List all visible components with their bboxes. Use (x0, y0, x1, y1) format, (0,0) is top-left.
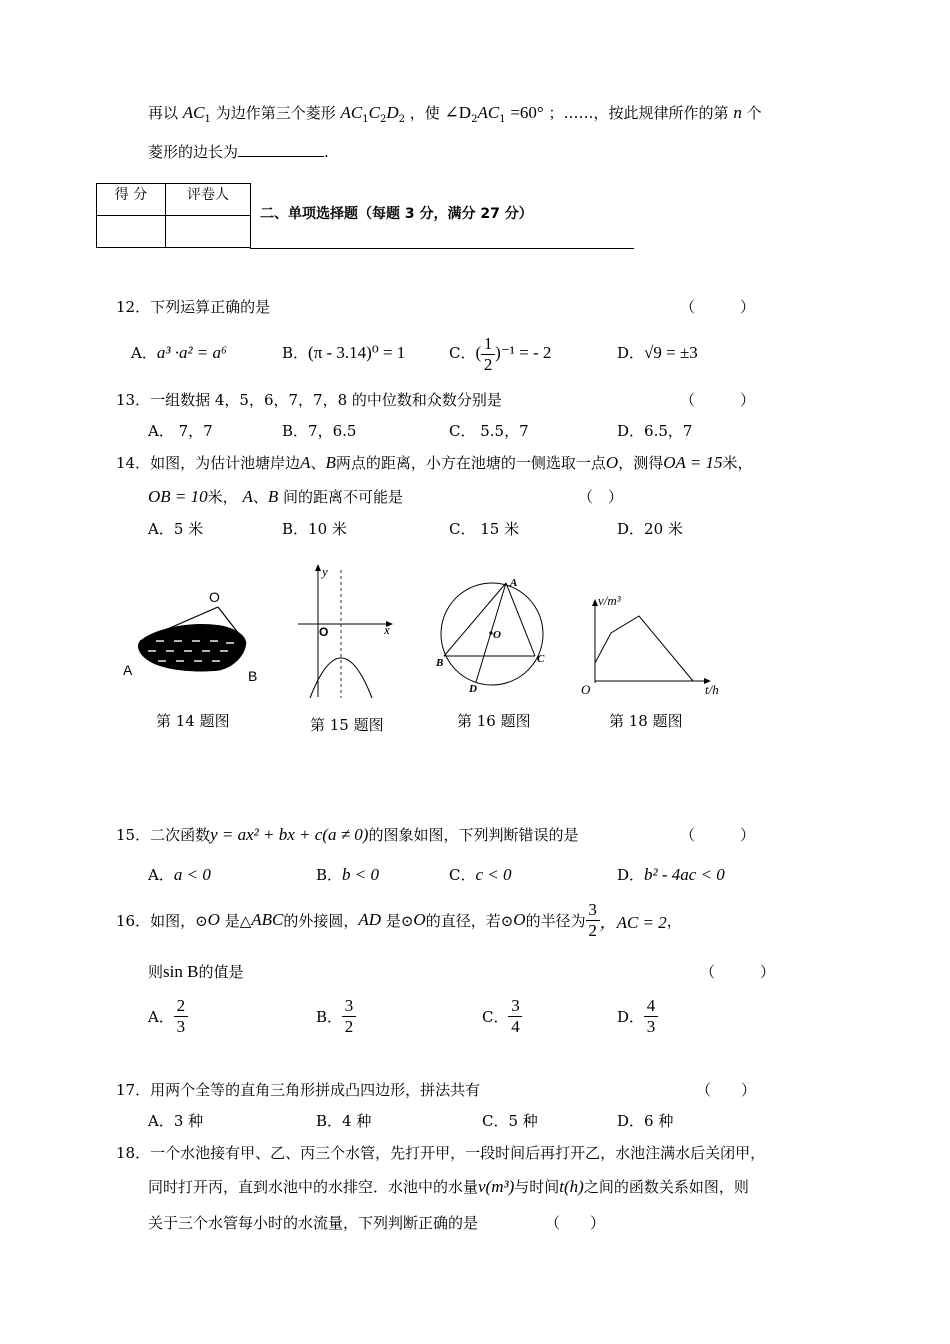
fig15-label-y: y (322, 564, 328, 579)
q18-stem-line2: 同时打开丙，直到水池中的水排空．水池中的水量v(m³)与时间t(h)之间的函数关系如图，则 (148, 1177, 749, 1196)
q14-option-c[interactable]: C． 15 米 (449, 520, 520, 538)
q16-stem-line2: 则sin B的值是 (148, 962, 244, 981)
answer-blank[interactable] (238, 142, 324, 157)
q14-answer-paren[interactable]: （ ） (578, 488, 624, 506)
q17-option-b[interactable]: B．4 种 (316, 1112, 372, 1130)
q12-option-c[interactable]: C．( $\frac{1}{2}$ )⁻¹ = - 2 (449, 334, 552, 374)
section-title: 二、单项选择题（每题 3 分，满分 27 分） (260, 206, 533, 222)
q17-option-a[interactable]: A．3 种 (148, 1112, 204, 1130)
fig16-side-ac (506, 583, 535, 656)
q18-stem-line1: 18．一个水池接有甲、乙、丙三个水管，先打开甲，一段时间后再打开乙，水池注满水后关闭甲， (116, 1144, 766, 1162)
fig14-pond-diagram (118, 585, 278, 690)
q11-line2: 菱形的边长为 . (148, 143, 329, 161)
fig16-label-b: B (436, 657, 444, 669)
score-header: 得 分 (97, 184, 166, 216)
fig14-pond (138, 624, 246, 672)
fig16-label-a: A (510, 577, 518, 589)
fig16-caption: 第 16 题图 (457, 712, 531, 730)
fig15-label-o: O (319, 625, 329, 639)
q16-radius-fraction: $\frac{3}{2}$ (586, 900, 600, 940)
fig16-label-c: C (537, 653, 545, 665)
fig16-circle-diagram (430, 572, 555, 697)
q16-option-c[interactable]: C． $\frac{3}{4}$ (482, 996, 522, 1036)
q16-option-b[interactable]: B． $\frac{3}{2}$ (316, 996, 356, 1036)
fig18-label-v: v/m³ (598, 593, 621, 608)
fig15-parabola-graph (292, 562, 402, 700)
fig15-label-x: x (384, 622, 390, 637)
fig16-label-o: O (493, 629, 501, 641)
q16-option-a[interactable]: A． $\frac{2}{3}$ (148, 996, 188, 1036)
q12-answer-paren[interactable]: （ ） (680, 298, 756, 316)
section-underline (250, 248, 634, 249)
fig15-y-arrow (315, 564, 321, 571)
fig18-label-o: O (581, 682, 591, 697)
q17-option-d[interactable]: D．6 种 (617, 1112, 674, 1130)
q17-option-c[interactable]: C．5 种 (482, 1112, 538, 1130)
q11-line1: 再以 $AC_1$ 为边作第三个菱形 $AC_1C_2D_2$ ，使 $\angle D_2AC_1 =60^\circ$ ；……，按此规律所作的第 n 个 (148, 103, 762, 125)
q15-option-c[interactable]: C．c < 0 (449, 865, 512, 884)
fig18-caption: 第 18 题图 (609, 712, 683, 730)
fig18-volume-graph (575, 585, 735, 700)
q15-option-a[interactable]: A．a < 0 (148, 865, 211, 884)
fig18-label-t: t/h (705, 682, 719, 697)
q15-stem: 15．二次函数y = ax² + bx + c(a ≠ 0)的图象如图，下列判断错误的是 (116, 825, 579, 844)
fig15-caption: 第 15 题图 (310, 716, 384, 734)
q13-option-b[interactable]: B．7，6.5 (282, 422, 357, 440)
q18-stem-line3: 关于三个水管每小时的水流量，下列判断正确的是 (148, 1214, 479, 1232)
q14-option-a[interactable]: A．5 米 (148, 520, 204, 538)
q12-option-d[interactable]: D．√9 = ±3 (617, 343, 698, 362)
q13-option-d[interactable]: D．6.5，7 (617, 422, 693, 440)
q17-stem: 17．用两个全等的直角三角形拼成凸四边形，拼法共有 (116, 1081, 481, 1099)
q14-option-b[interactable]: B．10 米 (282, 520, 347, 538)
q15-option-b[interactable]: B．b < 0 (316, 865, 380, 884)
q18-answer-paren[interactable]: （ ） (545, 1214, 606, 1232)
fig14-label-o: O (209, 589, 220, 605)
fig14-label-a: A (123, 662, 133, 678)
fig16-label-d: D (469, 683, 477, 695)
q16-answer-paren[interactable]: （ ） (700, 963, 776, 981)
score-table (96, 183, 251, 248)
q14-option-d[interactable]: D．20 米 (617, 520, 683, 538)
q17-answer-paren[interactable]: （ ） (696, 1081, 757, 1099)
q15-option-d[interactable]: D．b² - 4ac < 0 (617, 865, 725, 884)
q16-option-d[interactable]: D． $\frac{4}{3}$ (617, 996, 658, 1036)
q16-stem-line1: 16．如图，⊙ O 是△ ABC 的外接圆， AD 是⊙ O 的直径，若⊙ O 的半径为 $\frac{3}{2}$ ，AC = 2 ， (116, 900, 682, 940)
fig16-side-ab (444, 583, 506, 656)
q15-answer-paren[interactable]: （ ） (680, 826, 756, 844)
fig18-volume-curve (595, 616, 693, 681)
grader-header: 评卷人 (166, 184, 251, 216)
fig14-label-b: B (248, 668, 258, 684)
q12-option-b[interactable]: B．(π - 3.14)⁰ = 1 (282, 343, 406, 362)
score-cell[interactable] (97, 216, 166, 248)
q14-stem-line1: 14．如图，为估计池塘岸边A、B两点的距离，小方在池塘的一侧选取一点O，测得OA = 15米， (116, 453, 753, 472)
q12-stem: 12．下列运算正确的是 (116, 298, 271, 316)
fig14-caption: 第 14 题图 (156, 712, 230, 730)
q13-option-c[interactable]: C． 5.5，7 (449, 422, 529, 440)
q13-option-a[interactable]: A． 7，7 (148, 422, 213, 440)
q12-option-a[interactable]: A．a³ ·a² = a⁶ (131, 343, 227, 362)
q13-stem: 13．一组数据 4，5，6，7，7，8 的中位数和众数分别是 (116, 391, 502, 409)
q14-stem-line2: OB = 10米， A、B 间的距离不可能是 (148, 487, 404, 506)
q13-answer-paren[interactable]: （ ） (680, 391, 756, 409)
grader-cell[interactable] (166, 216, 251, 248)
